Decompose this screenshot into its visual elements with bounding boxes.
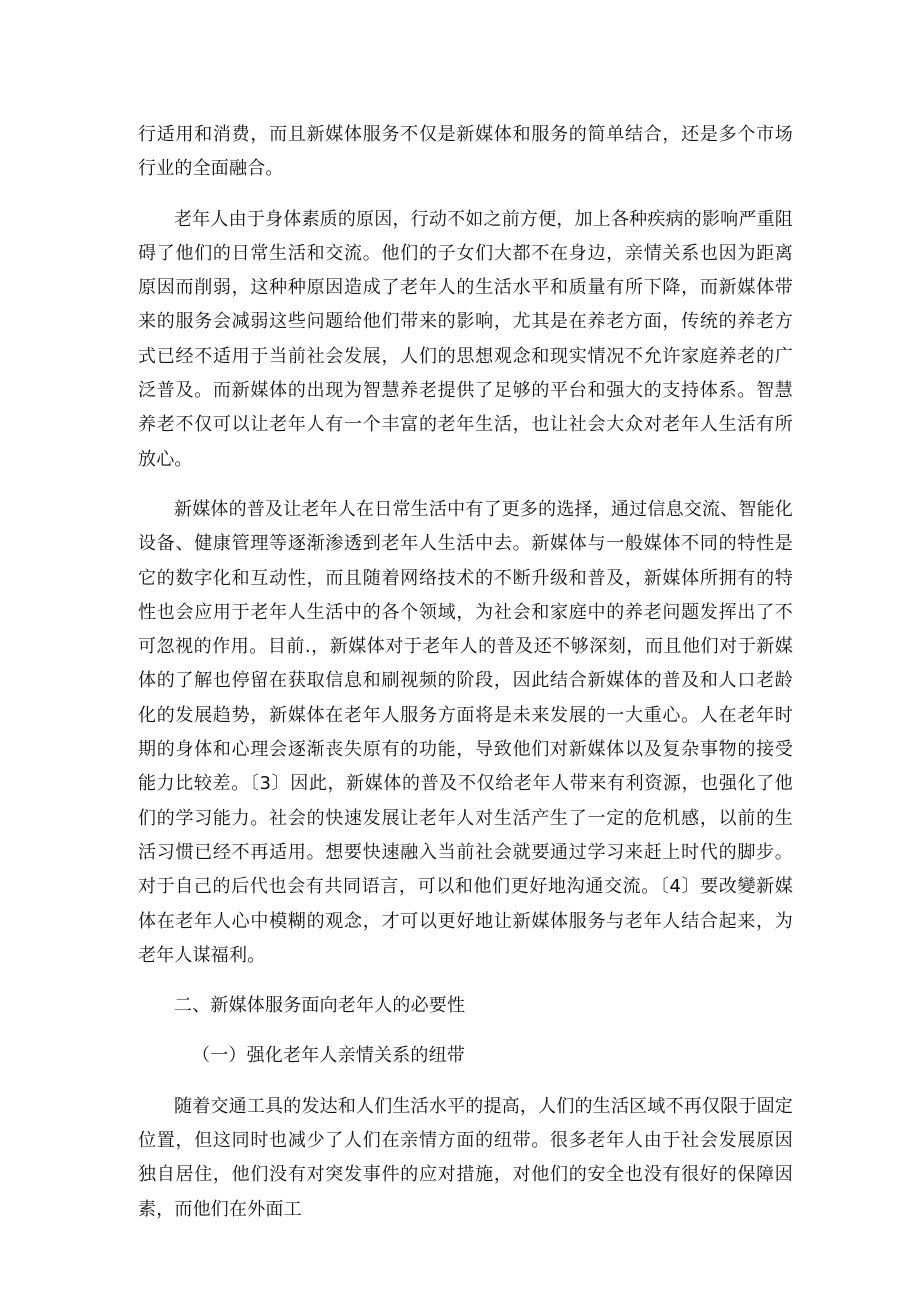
- paragraph-continuation: 行适用和消费，而且新媒体服务不仅是新媒体和服务的简单结合，还是多个市场行业的全面融合。: [138, 124, 793, 180]
- subsection-heading: （一）强化老年人亲情关系的纽带: [192, 1045, 465, 1067]
- document-body: [138, 118, 793, 1227]
- paragraph-elderly-needs: 老年人由于身体素质的原因，行动不如之前方便，加上各种疾病的影响严重阻碍了他们的日常生活和交流。他们的子女们大都不在身边，亲情关系也因为距离原因而削弱，这种种原因造成了老年人的生活水平和质量有所下降，而新媒体带来的服务会减弱这些问题给他们带来的影响，尤其是在养老方面，传统的养老方式已经不适用于当前社会发展，人们的思想观念和现实情况不允许家庭养老的广泛普及。而新媒体的出现为智慧养老提供了足够的平台和强大的支持体系。智慧养老不仅可以让老年人有一个丰富的老年生活，也让社会大众对老年人生活有所放心。: [138, 208, 793, 470]
- section-heading: 二、新媒体服务面向老年人的必要性: [174, 995, 466, 1017]
- paragraph-family-ties: 随着交通工具的发达和人们生活水平的提高，人们的生活区域不再仅限于固定位置，但这同时也减少了人们在亲情方面的纽带。很多老年人由于社会发展原因独自居住，他们没有对突发事件的应对措施，对他们的安全也没有很好的保障因素，而他们在外面工: [138, 1095, 793, 1220]
- paragraph-new-media-popularization: 新媒体的普及让老年人在日常生活中有了更多的选择，通过信息交流、智能化设备、健康管理等逐渐渗透到老年人生活中去。新媒体与一般媒体不同的特性是它的数字化和互动性，而且随着网络技术的不断升级和普及，新媒体所拥有的特性也会应用于老年人生活中的各个领域，为社会和家庭中的养老问题发挥出了不可忽视的作用。目前.，新媒体对于老年人的普及还不够深刻，而且他们对于新媒体的了解也停留在获取信息和刷视频的阶段，因此结合新媒体的普及和人口老龄化的发展趋势，新媒体在老年人服务方面将是未来发展的一大重心。人在老年时期的身体和心理会逐渐丧失原有的功能，导致他们对新媒体以及复杂事物的接受能力比较差。〔3〕因此，新媒体的普及不仅给老年人带来有利资源，也强化了他们的学习能力。社会的快速发展让老年人对生活产生了一定的危机感，以前的生活习惯已经不再适用。想要快速融入当前社会就要通过学习来赶上时代的脚步。对于自己的后代也会有共同语言，可以和他们更好地沟通交流。〔4〕要改變新媒体在老年人心中模糊的观念，才可以更好地让新媒体服务与老年人结合起来，为老年人谋福利。: [138, 498, 793, 966]
